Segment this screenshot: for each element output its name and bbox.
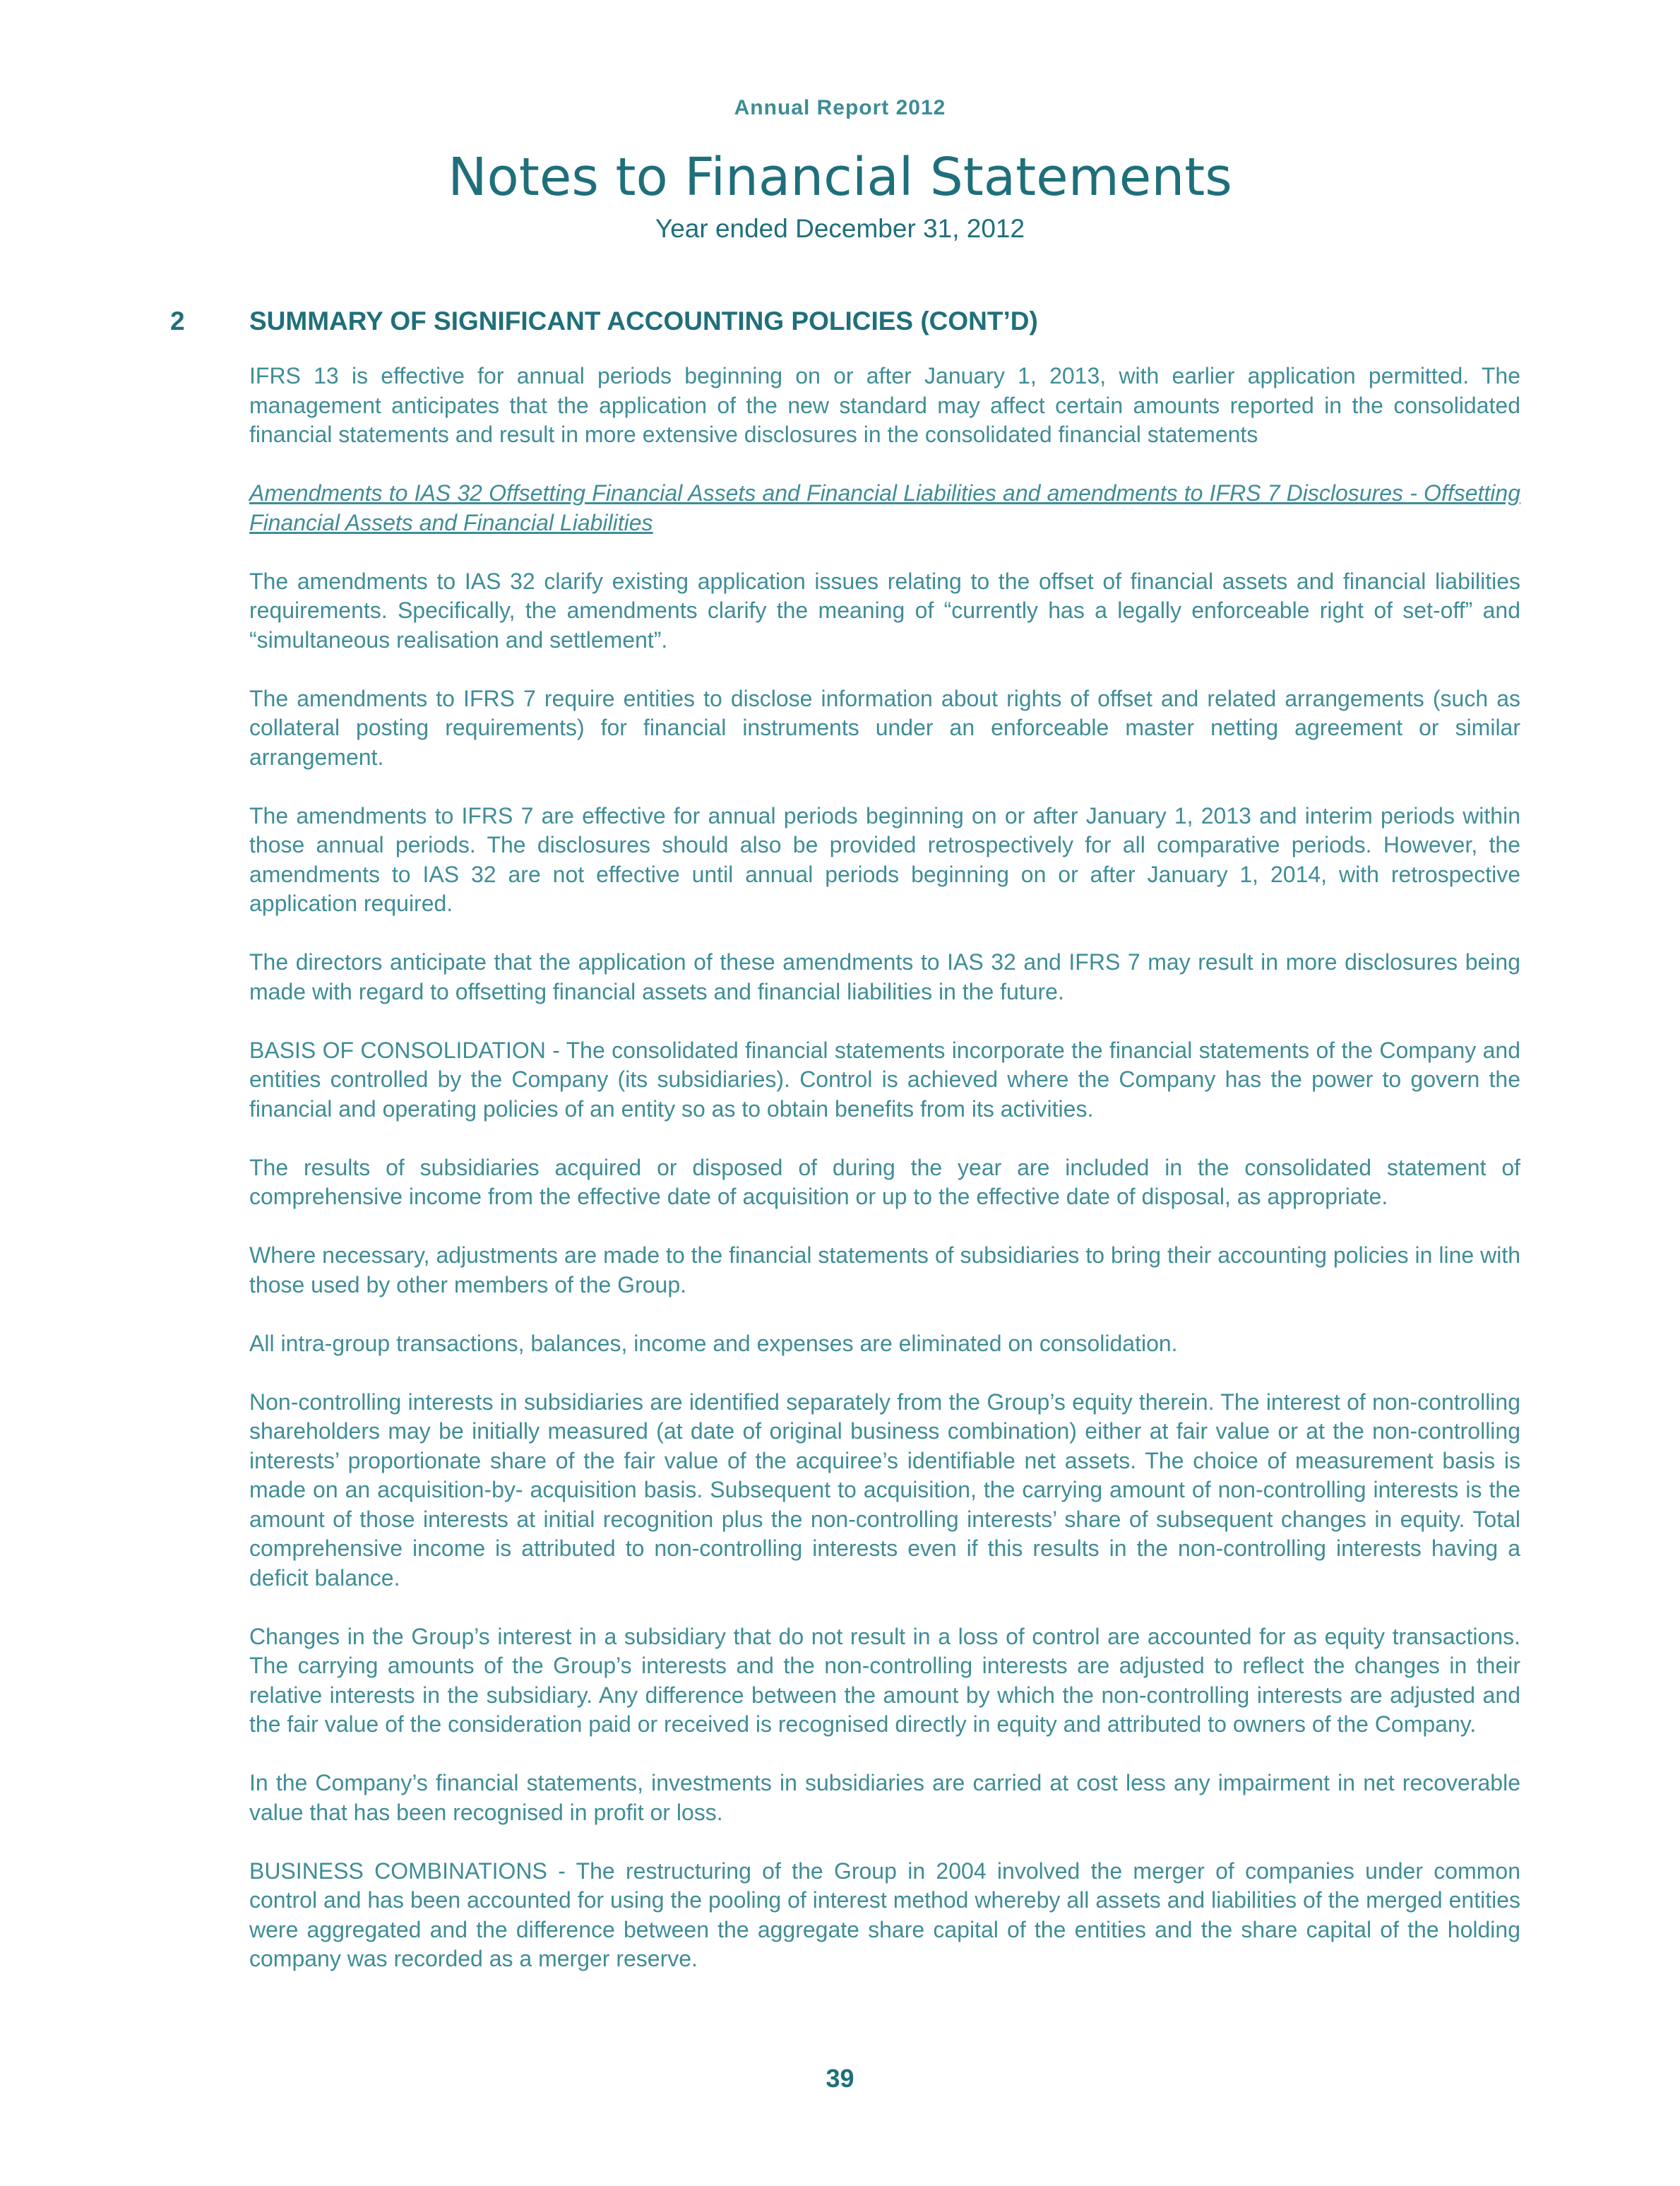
paragraph-company-statements: In the Company’s financial statements, investments in subsidiaries are carried at cost less any impairment in net recoverable value that has been recognised in profit or loss. — [249, 1770, 1520, 1825]
paragraph-business-combinations: BUSINESS COMBINATIONS - The restructuring of the Group in 2004 involved the merger of companies under common control and has been accounted for using the pooling of interest method whereby all assets and liabilities of the merged entities were aggregated and the difference between the aggregate share capital of the entities and the share capital of the holding company was recorded as a merger reserve. — [249, 1858, 1520, 1971]
notes-body — [249, 362, 1520, 2003]
paragraph-changes-interest: Changes in the Group’s interest in a subsidiary that do not result in a loss of control are accounted for as equity transactions. The carrying amounts of the Group’s interests and the non-controlling interests are adjusted to reflect the changes in their relative interests in the subsidiary. Any difference between the amount by which the non-controlling interests are adjusted and the fair value of the consideration paid or received is recognised directly in equity and attributed to owners of the Company. — [249, 1623, 1520, 1737]
paragraph-non-controlling: Non-controlling interests in subsidiaries are identified separately from the Group’s equity therein. The interest of non-controlling shareholders may be initially measured (at date of original business combination) either at fair value or at the non-controlling interests’ proportionate share of the fair value of the acquiree’s identifiable net assets. The choice of measurement basis is made on an acquisition-by- acquisition basis. Subsequent to acquisition, the carrying amount of non-controlling interests is the amount of those interests at initial recognition plus the non-controlling interests’ share of subsequent changes in equity. Total comprehensive income is attributed to non-controlling interests even if this results in the non-controlling interests having a deficit balance. — [249, 1389, 1520, 1591]
subheading-amendments: Amendments to IAS 32 Offsetting Financial Assets and Financial Liabilities and amendments to IFRS 7 Disclosures - Offsetting Financial Assets and Financial Liabilities — [249, 480, 1520, 535]
page-title: Notes to Financial Statements — [448, 147, 1232, 208]
page-subtitle: Year ended December 31, 2012 — [655, 214, 1025, 243]
section-number: 2 — [170, 307, 185, 335]
paragraph-results-subsidiaries: The results of subsidiaries acquired or disposed of during the year are included in the consolidated statement of comprehensive income from the effective date of acquisition or up to the effective date of disposal, as appropriate. — [249, 1154, 1520, 1209]
paragraph-intra-group: All intra-group transactions, balances, income and expenses are eliminated on consolidation. — [249, 1330, 1178, 1356]
paragraph-ifrs13: IFRS 13 is effective for annual periods beginning on or after January 1, 2013, with earlier application permitted. The management anticipates that the application of the new standard may affect certain amounts reported in the consolidated financial statements and result in more extensive disclosures in the consolidated financial statements — [249, 363, 1520, 447]
paragraph-adjustments: Where necessary, adjustments are made to the financial statements of subsidiaries to bring their accounting policies in line with those used by other members of the Group. — [249, 1242, 1520, 1297]
paragraph-ias32: The amendments to IAS 32 clarify existing application issues relating to the offset of financial assets and financial liabilities requirements. Specifically, the amendments clarify the meaning of “currently has a legally enforceable right of set-off” and “simultaneous realisation and settlement”. — [249, 568, 1520, 653]
paragraph-directors: The directors anticipate that the application of these amendments to IAS 32 and IFRS 7 may result in more disclosures being made with regard to offsetting financial assets and financial liabilities in the future. — [249, 949, 1520, 1004]
paragraph-ifrs7-effective: The amendments to IFRS 7 are effective for annual periods beginning on or after January 1, 2013 and interim periods within those annual periods. The disclosures should also be provided retrospectively for all comparative periods. However, the amendments to IAS 32 are not effective until annual periods beginning on or after January 1, 2014, with retrospective application required. — [249, 802, 1520, 916]
paragraph-ifrs7-requirements: The amendments to IFRS 7 require entities to disclose information about rights of offset and related arrangements (such as collateral posting requirements) for financial instruments under an enforceable master netting agreement or similar arrangement. — [249, 685, 1520, 770]
page-number: 39 — [826, 2064, 854, 2093]
section-title: SUMMARY OF SIGNIFICANT ACCOUNTING POLICIES (CONT’D) — [249, 307, 1038, 335]
paragraph-basis-of-consolidation: BASIS OF CONSOLIDATION - The consolidated financial statements incorporate the financial statements of the Company and entities controlled by the Company (its subsidiaries). Control is achieved where the Company has the power to govern the financial and operating policies of an entity so as to obtain benefits from its activities. — [249, 1037, 1520, 1122]
report-label: Annual Report 2012 — [734, 96, 946, 119]
